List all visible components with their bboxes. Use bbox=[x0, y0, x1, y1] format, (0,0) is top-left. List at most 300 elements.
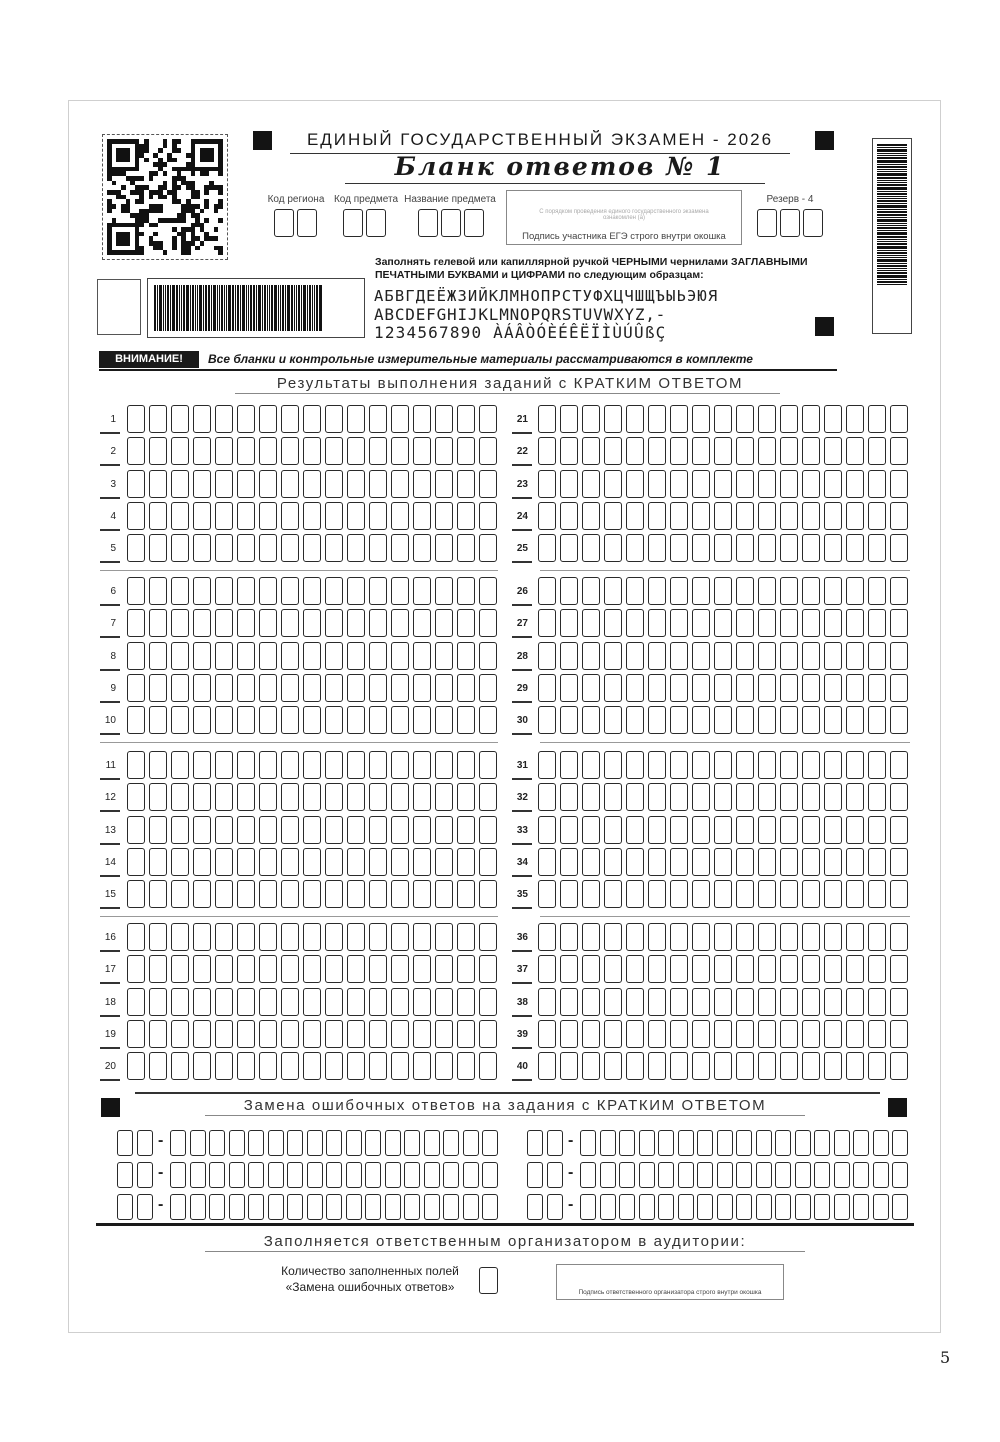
answer-cell[interactable] bbox=[758, 534, 776, 562]
answer-cell[interactable] bbox=[802, 848, 820, 876]
answer-cell[interactable] bbox=[457, 816, 475, 844]
answer-cell[interactable] bbox=[127, 751, 145, 779]
answer-cell[interactable] bbox=[435, 642, 453, 670]
answer-cell[interactable] bbox=[259, 470, 277, 498]
replacement-task-cell[interactable] bbox=[527, 1162, 543, 1188]
answer-cell[interactable] bbox=[626, 848, 644, 876]
replacement-answer-cell[interactable] bbox=[580, 1194, 596, 1220]
answer-cell[interactable] bbox=[281, 405, 299, 433]
replacement-answer-cell[interactable] bbox=[736, 1130, 752, 1156]
answer-cell[interactable] bbox=[413, 642, 431, 670]
answer-cell[interactable] bbox=[149, 988, 167, 1016]
answer-cell[interactable] bbox=[391, 534, 409, 562]
answer-cell[interactable] bbox=[259, 534, 277, 562]
answer-cell[interactable] bbox=[670, 955, 688, 983]
answer-cell[interactable] bbox=[714, 437, 732, 465]
answer-cell[interactable] bbox=[413, 1020, 431, 1048]
answer-cell[interactable] bbox=[670, 988, 688, 1016]
answer-cell[interactable] bbox=[582, 437, 600, 465]
subject-code-cell-2[interactable] bbox=[366, 209, 386, 237]
replacement-task-cell[interactable] bbox=[547, 1130, 563, 1156]
answer-cell[interactable] bbox=[193, 848, 211, 876]
replacement-answer-cell[interactable] bbox=[229, 1194, 245, 1220]
replacement-answer-cell[interactable] bbox=[463, 1162, 479, 1188]
answer-cell[interactable] bbox=[714, 609, 732, 637]
replacement-answer-cell[interactable] bbox=[873, 1130, 889, 1156]
replacement-answer-cell[interactable] bbox=[814, 1162, 830, 1188]
replacement-answer-cell[interactable] bbox=[658, 1130, 674, 1156]
answer-cell[interactable] bbox=[538, 848, 556, 876]
subject-name-cell-2[interactable] bbox=[441, 209, 461, 237]
answer-cell[interactable] bbox=[171, 848, 189, 876]
answer-cell[interactable] bbox=[369, 923, 387, 951]
answer-cell[interactable] bbox=[890, 848, 908, 876]
answer-cell[interactable] bbox=[648, 1020, 666, 1048]
answer-cell[interactable] bbox=[281, 923, 299, 951]
answer-cell[interactable] bbox=[347, 642, 365, 670]
answer-cell[interactable] bbox=[780, 609, 798, 637]
answer-cell[interactable] bbox=[868, 783, 886, 811]
answer-cell[interactable] bbox=[171, 577, 189, 605]
answer-cell[interactable] bbox=[714, 577, 732, 605]
replacement-answer-cell[interactable] bbox=[619, 1194, 635, 1220]
answer-cell[interactable] bbox=[325, 1052, 343, 1080]
replacement-answer-cell[interactable] bbox=[678, 1162, 694, 1188]
answer-cell[interactable] bbox=[670, 642, 688, 670]
answer-cell[interactable] bbox=[281, 706, 299, 734]
replacement-answer-cell[interactable] bbox=[424, 1162, 440, 1188]
answer-cell[interactable] bbox=[149, 816, 167, 844]
replacement-answer-cell[interactable] bbox=[346, 1130, 362, 1156]
answer-cell[interactable] bbox=[237, 534, 255, 562]
answer-cell[interactable] bbox=[604, 534, 622, 562]
replacement-answer-cell[interactable] bbox=[814, 1194, 830, 1220]
answer-cell[interactable] bbox=[824, 751, 842, 779]
answer-cell[interactable] bbox=[538, 470, 556, 498]
replacement-answer-cell[interactable] bbox=[639, 1162, 655, 1188]
answer-cell[interactable] bbox=[149, 1052, 167, 1080]
replacement-answer-cell[interactable] bbox=[326, 1194, 342, 1220]
answer-cell[interactable] bbox=[237, 405, 255, 433]
answer-cell[interactable] bbox=[802, 923, 820, 951]
answer-cell[interactable] bbox=[538, 642, 556, 670]
answer-cell[interactable] bbox=[281, 783, 299, 811]
answer-cell[interactable] bbox=[648, 502, 666, 530]
answer-cell[interactable] bbox=[560, 534, 578, 562]
answer-cell[interactable] bbox=[127, 674, 145, 702]
answer-cell[interactable] bbox=[736, 437, 754, 465]
answer-cell[interactable] bbox=[890, 437, 908, 465]
answer-cell[interactable] bbox=[758, 642, 776, 670]
replacement-task-cell[interactable] bbox=[527, 1194, 543, 1220]
answer-cell[interactable] bbox=[692, 674, 710, 702]
answer-cell[interactable] bbox=[626, 502, 644, 530]
answer-cell[interactable] bbox=[215, 816, 233, 844]
answer-cell[interactable] bbox=[890, 470, 908, 498]
replacement-answer-cell[interactable] bbox=[892, 1194, 908, 1220]
answer-cell[interactable] bbox=[648, 880, 666, 908]
answer-cell[interactable] bbox=[369, 1052, 387, 1080]
answer-cell[interactable] bbox=[347, 577, 365, 605]
answer-cell[interactable] bbox=[802, 1052, 820, 1080]
answer-cell[interactable] bbox=[171, 955, 189, 983]
answer-cell[interactable] bbox=[435, 437, 453, 465]
answer-cell[interactable] bbox=[413, 955, 431, 983]
answer-cell[interactable] bbox=[413, 470, 431, 498]
answer-cell[interactable] bbox=[479, 816, 497, 844]
answer-cell[interactable] bbox=[479, 609, 497, 637]
answer-cell[interactable] bbox=[824, 783, 842, 811]
answer-cell[interactable] bbox=[215, 405, 233, 433]
replacement-answer-cell[interactable] bbox=[346, 1194, 362, 1220]
answer-cell[interactable] bbox=[868, 1052, 886, 1080]
replacement-answer-cell[interactable] bbox=[385, 1162, 401, 1188]
answer-cell[interactable] bbox=[237, 1020, 255, 1048]
answer-cell[interactable] bbox=[648, 923, 666, 951]
answer-cell[interactable] bbox=[692, 609, 710, 637]
answer-cell[interactable] bbox=[560, 988, 578, 1016]
answer-cell[interactable] bbox=[758, 1052, 776, 1080]
answer-cell[interactable] bbox=[714, 1052, 732, 1080]
answer-cell[interactable] bbox=[413, 437, 431, 465]
answer-cell[interactable] bbox=[692, 437, 710, 465]
answer-cell[interactable] bbox=[193, 470, 211, 498]
answer-cell[interactable] bbox=[391, 470, 409, 498]
answer-cell[interactable] bbox=[281, 848, 299, 876]
answer-cell[interactable] bbox=[391, 1052, 409, 1080]
answer-cell[interactable] bbox=[780, 1052, 798, 1080]
answer-cell[interactable] bbox=[780, 751, 798, 779]
answer-cell[interactable] bbox=[824, 988, 842, 1016]
answer-cell[interactable] bbox=[127, 880, 145, 908]
answer-cell[interactable] bbox=[413, 706, 431, 734]
answer-cell[interactable] bbox=[670, 848, 688, 876]
answer-cell[interactable] bbox=[780, 502, 798, 530]
answer-cell[interactable] bbox=[193, 923, 211, 951]
answer-cell[interactable] bbox=[281, 1052, 299, 1080]
answer-cell[interactable] bbox=[127, 534, 145, 562]
answer-cell[interactable] bbox=[538, 706, 556, 734]
answer-cell[interactable] bbox=[538, 405, 556, 433]
answer-cell[interactable] bbox=[369, 437, 387, 465]
answer-cell[interactable] bbox=[391, 816, 409, 844]
answer-cell[interactable] bbox=[391, 437, 409, 465]
answer-cell[interactable] bbox=[868, 577, 886, 605]
answer-cell[interactable] bbox=[435, 783, 453, 811]
answer-cell[interactable] bbox=[868, 674, 886, 702]
answer-cell[interactable] bbox=[868, 642, 886, 670]
answer-cell[interactable] bbox=[149, 534, 167, 562]
answer-cell[interactable] bbox=[303, 405, 321, 433]
answer-cell[interactable] bbox=[149, 783, 167, 811]
answer-cell[interactable] bbox=[215, 577, 233, 605]
answer-cell[interactable] bbox=[714, 848, 732, 876]
answer-cell[interactable] bbox=[692, 1020, 710, 1048]
answer-cell[interactable] bbox=[846, 751, 864, 779]
answer-cell[interactable] bbox=[714, 988, 732, 1016]
answer-cell[interactable] bbox=[890, 751, 908, 779]
answer-cell[interactable] bbox=[560, 880, 578, 908]
answer-cell[interactable] bbox=[868, 470, 886, 498]
answer-cell[interactable] bbox=[626, 816, 644, 844]
answer-cell[interactable] bbox=[758, 674, 776, 702]
answer-cell[interactable] bbox=[604, 609, 622, 637]
answer-cell[interactable] bbox=[670, 534, 688, 562]
answer-cell[interactable] bbox=[604, 577, 622, 605]
answer-cell[interactable] bbox=[758, 751, 776, 779]
answer-cell[interactable] bbox=[215, 923, 233, 951]
answer-cell[interactable] bbox=[457, 577, 475, 605]
answer-cell[interactable] bbox=[325, 577, 343, 605]
answer-cell[interactable] bbox=[303, 609, 321, 637]
answer-cell[interactable] bbox=[303, 534, 321, 562]
answer-cell[interactable] bbox=[435, 706, 453, 734]
answer-cell[interactable] bbox=[237, 955, 255, 983]
answer-cell[interactable] bbox=[347, 502, 365, 530]
answer-cell[interactable] bbox=[193, 706, 211, 734]
answer-cell[interactable] bbox=[237, 470, 255, 498]
answer-cell[interactable] bbox=[736, 502, 754, 530]
answer-cell[interactable] bbox=[670, 405, 688, 433]
answer-cell[interactable] bbox=[780, 577, 798, 605]
answer-cell[interactable] bbox=[303, 816, 321, 844]
answer-cell[interactable] bbox=[582, 751, 600, 779]
answer-cell[interactable] bbox=[626, 437, 644, 465]
answer-cell[interactable] bbox=[171, 437, 189, 465]
answer-cell[interactable] bbox=[369, 988, 387, 1016]
answer-cell[interactable] bbox=[391, 609, 409, 637]
answer-cell[interactable] bbox=[479, 502, 497, 530]
answer-cell[interactable] bbox=[670, 816, 688, 844]
answer-cell[interactable] bbox=[149, 470, 167, 498]
answer-cell[interactable] bbox=[582, 642, 600, 670]
replacement-answer-cell[interactable] bbox=[834, 1130, 850, 1156]
answer-cell[interactable] bbox=[171, 502, 189, 530]
answer-cell[interactable] bbox=[824, 534, 842, 562]
answer-cell[interactable] bbox=[758, 1020, 776, 1048]
answer-cell[interactable] bbox=[736, 955, 754, 983]
answer-cell[interactable] bbox=[692, 642, 710, 670]
answer-cell[interactable] bbox=[413, 534, 431, 562]
answer-cell[interactable] bbox=[736, 848, 754, 876]
replacement-answer-cell[interactable] bbox=[287, 1130, 303, 1156]
answer-cell[interactable] bbox=[846, 706, 864, 734]
answer-cell[interactable] bbox=[824, 437, 842, 465]
answer-cell[interactable] bbox=[604, 751, 622, 779]
replacement-answer-cell[interactable] bbox=[443, 1162, 459, 1188]
answer-cell[interactable] bbox=[479, 437, 497, 465]
answer-cell[interactable] bbox=[171, 534, 189, 562]
answer-cell[interactable] bbox=[736, 783, 754, 811]
answer-cell[interactable] bbox=[736, 923, 754, 951]
answer-cell[interactable] bbox=[479, 1052, 497, 1080]
answer-cell[interactable] bbox=[560, 1052, 578, 1080]
answer-cell[interactable] bbox=[736, 534, 754, 562]
answer-cell[interactable] bbox=[193, 577, 211, 605]
answer-cell[interactable] bbox=[582, 988, 600, 1016]
answer-cell[interactable] bbox=[369, 751, 387, 779]
answer-cell[interactable] bbox=[890, 955, 908, 983]
answer-cell[interactable] bbox=[868, 534, 886, 562]
answer-cell[interactable] bbox=[604, 816, 622, 844]
answer-cell[interactable] bbox=[237, 783, 255, 811]
answer-cell[interactable] bbox=[237, 674, 255, 702]
replacement-answer-cell[interactable] bbox=[287, 1194, 303, 1220]
answer-cell[interactable] bbox=[127, 923, 145, 951]
answer-cell[interactable] bbox=[193, 816, 211, 844]
answer-cell[interactable] bbox=[413, 988, 431, 1016]
answer-cell[interactable] bbox=[824, 923, 842, 951]
answer-cell[interactable] bbox=[890, 923, 908, 951]
answer-cell[interactable] bbox=[391, 405, 409, 433]
answer-cell[interactable] bbox=[758, 988, 776, 1016]
answer-cell[interactable] bbox=[325, 923, 343, 951]
answer-cell[interactable] bbox=[171, 1052, 189, 1080]
answer-cell[interactable] bbox=[479, 880, 497, 908]
answer-cell[interactable] bbox=[171, 923, 189, 951]
answer-cell[interactable] bbox=[890, 706, 908, 734]
answer-cell[interactable] bbox=[582, 783, 600, 811]
answer-cell[interactable] bbox=[538, 1020, 556, 1048]
replacement-answer-cell[interactable] bbox=[170, 1130, 186, 1156]
answer-cell[interactable] bbox=[127, 577, 145, 605]
answer-cell[interactable] bbox=[457, 988, 475, 1016]
answer-cell[interactable] bbox=[303, 880, 321, 908]
answer-cell[interactable] bbox=[582, 609, 600, 637]
answer-cell[interactable] bbox=[846, 437, 864, 465]
answer-cell[interactable] bbox=[846, 988, 864, 1016]
answer-cell[interactable] bbox=[846, 642, 864, 670]
answer-cell[interactable] bbox=[758, 706, 776, 734]
answer-cell[interactable] bbox=[325, 848, 343, 876]
replacement-answer-cell[interactable] bbox=[209, 1130, 225, 1156]
answer-cell[interactable] bbox=[648, 534, 666, 562]
answer-cell[interactable] bbox=[560, 955, 578, 983]
answer-cell[interactable] bbox=[692, 955, 710, 983]
answer-cell[interactable] bbox=[369, 880, 387, 908]
answer-cell[interactable] bbox=[714, 816, 732, 844]
replacement-answer-cell[interactable] bbox=[678, 1194, 694, 1220]
answer-cell[interactable] bbox=[648, 751, 666, 779]
answer-cell[interactable] bbox=[369, 1020, 387, 1048]
answer-cell[interactable] bbox=[325, 751, 343, 779]
answer-cell[interactable] bbox=[193, 405, 211, 433]
answer-cell[interactable] bbox=[237, 577, 255, 605]
answer-cell[interactable] bbox=[347, 534, 365, 562]
answer-cell[interactable] bbox=[391, 502, 409, 530]
answer-cell[interactable] bbox=[626, 405, 644, 433]
answer-cell[interactable] bbox=[457, 783, 475, 811]
answer-cell[interactable] bbox=[259, 577, 277, 605]
answer-cell[interactable] bbox=[325, 783, 343, 811]
answer-cell[interactable] bbox=[758, 609, 776, 637]
answer-cell[interactable] bbox=[670, 674, 688, 702]
answer-cell[interactable] bbox=[758, 405, 776, 433]
answer-cell[interactable] bbox=[648, 706, 666, 734]
answer-cell[interactable] bbox=[736, 405, 754, 433]
answer-cell[interactable] bbox=[736, 1020, 754, 1048]
answer-cell[interactable] bbox=[604, 470, 622, 498]
answer-cell[interactable] bbox=[736, 706, 754, 734]
replacement-answer-cell[interactable] bbox=[482, 1130, 498, 1156]
answer-cell[interactable] bbox=[259, 674, 277, 702]
answer-cell[interactable] bbox=[846, 880, 864, 908]
answer-cell[interactable] bbox=[648, 816, 666, 844]
answer-cell[interactable] bbox=[171, 642, 189, 670]
answer-cell[interactable] bbox=[281, 642, 299, 670]
replacement-count-cell[interactable] bbox=[479, 1267, 498, 1294]
answer-cell[interactable] bbox=[435, 470, 453, 498]
answer-cell[interactable] bbox=[193, 534, 211, 562]
answer-cell[interactable] bbox=[413, 674, 431, 702]
answer-cell[interactable] bbox=[325, 706, 343, 734]
answer-cell[interactable] bbox=[281, 751, 299, 779]
answer-cell[interactable] bbox=[780, 955, 798, 983]
answer-cell[interactable] bbox=[259, 923, 277, 951]
answer-cell[interactable] bbox=[127, 470, 145, 498]
replacement-answer-cell[interactable] bbox=[229, 1162, 245, 1188]
reserve-cell-1[interactable] bbox=[757, 209, 777, 237]
answer-cell[interactable] bbox=[127, 502, 145, 530]
answer-cell[interactable] bbox=[846, 470, 864, 498]
replacement-task-cell[interactable] bbox=[137, 1194, 153, 1220]
answer-cell[interactable] bbox=[457, 674, 475, 702]
answer-cell[interactable] bbox=[780, 437, 798, 465]
replacement-task-cell[interactable] bbox=[137, 1162, 153, 1188]
answer-cell[interactable] bbox=[846, 674, 864, 702]
answer-cell[interactable] bbox=[780, 988, 798, 1016]
answer-cell[interactable] bbox=[237, 848, 255, 876]
answer-cell[interactable] bbox=[127, 642, 145, 670]
replacement-answer-cell[interactable] bbox=[619, 1130, 635, 1156]
answer-cell[interactable] bbox=[259, 816, 277, 844]
answer-cell[interactable] bbox=[347, 1052, 365, 1080]
answer-cell[interactable] bbox=[193, 674, 211, 702]
answer-cell[interactable] bbox=[215, 1052, 233, 1080]
answer-cell[interactable] bbox=[604, 502, 622, 530]
answer-cell[interactable] bbox=[868, 609, 886, 637]
answer-cell[interactable] bbox=[780, 848, 798, 876]
answer-cell[interactable] bbox=[560, 1020, 578, 1048]
answer-cell[interactable] bbox=[780, 534, 798, 562]
replacement-answer-cell[interactable] bbox=[326, 1162, 342, 1188]
subject-name-cell-3[interactable] bbox=[464, 209, 484, 237]
answer-cell[interactable] bbox=[538, 751, 556, 779]
answer-cell[interactable] bbox=[780, 405, 798, 433]
answer-cell[interactable] bbox=[846, 534, 864, 562]
answer-cell[interactable] bbox=[538, 923, 556, 951]
answer-cell[interactable] bbox=[604, 706, 622, 734]
answer-cell[interactable] bbox=[604, 674, 622, 702]
answer-cell[interactable] bbox=[193, 783, 211, 811]
answer-cell[interactable] bbox=[413, 923, 431, 951]
answer-cell[interactable] bbox=[560, 816, 578, 844]
answer-cell[interactable] bbox=[582, 1020, 600, 1048]
answer-cell[interactable] bbox=[692, 470, 710, 498]
answer-cell[interactable] bbox=[171, 609, 189, 637]
answer-cell[interactable] bbox=[281, 1020, 299, 1048]
replacement-answer-cell[interactable] bbox=[658, 1162, 674, 1188]
answer-cell[interactable] bbox=[670, 751, 688, 779]
answer-cell[interactable] bbox=[582, 880, 600, 908]
answer-cell[interactable] bbox=[193, 642, 211, 670]
answer-cell[interactable] bbox=[325, 534, 343, 562]
answer-cell[interactable] bbox=[325, 880, 343, 908]
answer-cell[interactable] bbox=[824, 816, 842, 844]
answer-cell[interactable] bbox=[215, 437, 233, 465]
answer-cell[interactable] bbox=[868, 988, 886, 1016]
replacement-answer-cell[interactable] bbox=[287, 1162, 303, 1188]
